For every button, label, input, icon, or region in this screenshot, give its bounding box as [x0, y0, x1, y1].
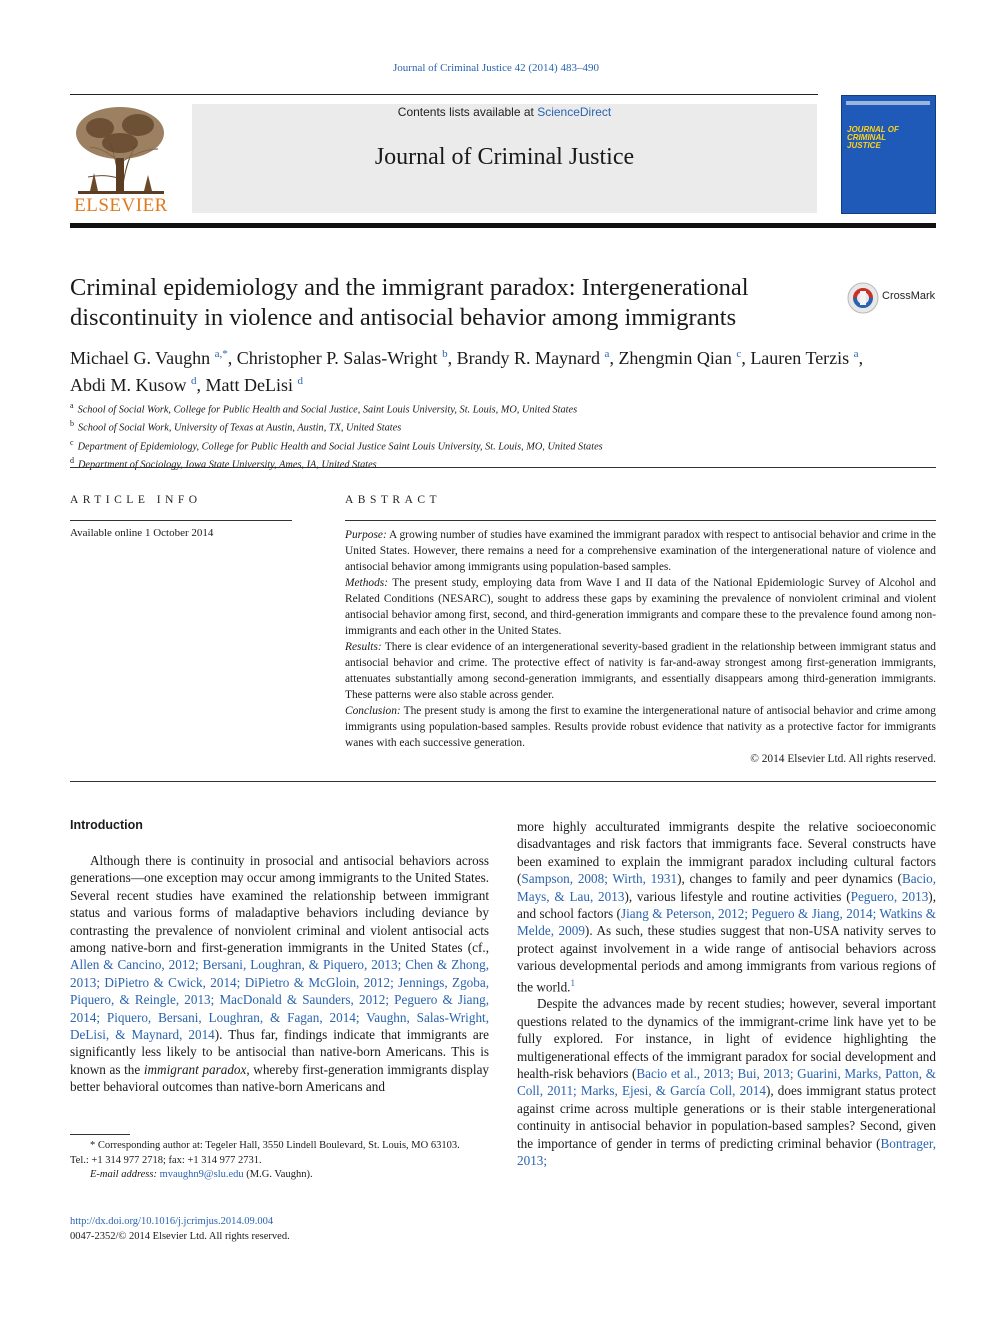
journal-citation[interactable]: Journal of Criminal Justice 42 (2014) 483–490 — [393, 62, 599, 74]
citation-link[interactable]: Allen & Cancino, 2012; Bersani, Loughran, & Piquero, 2013; Chen & Zhong, 2013; DiPietro & Cwick, 2014; DiPietro & McGloin, 2012; Jennings, Zgoba, Piquero, & Reingle, 2013; MacDonald & Saunders, 2012; Peguero & Jiang, 2014; Piquero, Bersani, Loughran, & Fagan, 2014; Vaughn, Salas-Wright, DeLisi, & Maynard, 2014 — [70, 957, 489, 1043]
author-name[interactable]: Brandy R. Maynard — [456, 348, 601, 368]
author-affiliation-marker[interactable]: a — [853, 348, 859, 360]
elsevier-wordmark[interactable]: ELSEVIER — [74, 195, 168, 216]
abstract-methods — [345, 575, 936, 639]
author-list — [70, 343, 940, 397]
right-column-text — [517, 818, 936, 1170]
section-rule — [70, 781, 936, 782]
abstract-methods-text: The present study, employing data from Wave I and II data of the National Epidemiologic Survey of Alcohol and Related Conditions (NESARC), sought to address these gaps by examining the prevalence of nonviolent criminal and violent antisocial behavior among first, second, and third-generation immigrants and compare these to the prevalence found among non-immigrants and each other in the United States. — [345, 577, 936, 637]
author-name[interactable]: Abdi M. Kusow — [70, 375, 187, 395]
affiliation-text: Department of Sociology, Iowa State University, Ames, IA, United States — [78, 459, 377, 471]
issn-copyright: 0047-2352/© 2014 Elsevier Ltd. All rights reserved. — [70, 1231, 290, 1242]
left-column-text — [70, 852, 489, 1096]
author-separator: , — [858, 348, 864, 368]
cover-title: JOURNAL OF CRIMINAL JUSTICE — [847, 125, 899, 150]
affiliation-item — [70, 454, 930, 472]
text-run: ). Thus far, findings indicate that immigrants are significantly less likely to be antisocial than native-born Americans. This is known as the — [70, 1027, 489, 1077]
author-affiliation-marker[interactable]: c — [736, 348, 742, 360]
email-note — [70, 1168, 490, 1183]
author-affiliation-marker[interactable]: a — [604, 348, 610, 360]
email-label: E-mail address: — [90, 1169, 160, 1180]
text-run: ), various lifestyle and routine activities ( — [624, 888, 851, 904]
section-rule — [70, 467, 936, 468]
doi-block — [70, 1214, 290, 1244]
intro-paragraph — [70, 852, 489, 1096]
abstract-purpose-text: A growing number of studies have examined the immigrant paradox with respect to antisocial behavior and crime in the United States. However, there remains a need for a comprehensive examination of the intergenerational nature of violence and antisocial behavior among immigrants using population-based samples. — [345, 529, 936, 573]
citation-link[interactable]: Bacio et al., 2013; Bui, 2013; Guarini, Marks, Patton, & Coll, 2011; Marks, Ejesi, & García Coll, 2014 — [517, 1066, 936, 1099]
affiliation-item — [70, 436, 930, 454]
author-name[interactable]: Lauren Terzis — [750, 348, 850, 368]
contents-available-line — [192, 105, 817, 119]
emphasis-term: immigrant paradox — [143, 1061, 247, 1077]
author-separator: , — [741, 348, 751, 368]
affiliation-letter: c — [70, 437, 74, 447]
abstract-purpose-label: Purpose: — [345, 529, 387, 541]
citation-link[interactable]: Bacio, Mays, & Lau, 2013 — [517, 871, 936, 904]
corresponding-author-note: * Corresponding author at: Tegeler Hall, 3550 Lindell Boulevard, St. Louis, MO 63103. — [90, 1140, 460, 1151]
abstract-body — [345, 527, 936, 767]
citation-link[interactable]: Jiang & Peterson, 2012; Peguero & Jiang, 2014; Watkins & Melde, 2009 — [517, 906, 936, 939]
author-name[interactable]: Zhengmin Qian — [618, 348, 732, 368]
abstract-purpose — [345, 527, 936, 575]
author-separator: , — [609, 348, 619, 368]
copyright-notice: © 2014 Elsevier Ltd. All rights reserved. — [750, 753, 936, 765]
affiliation-letter: a — [70, 401, 74, 410]
text-run: more highly acculturated immigrants despite the relative socioeconomic disadvantages and risk factors that immigrants face. Several constructs have been examined to explain the immigrant paradox including cultural factors ( — [517, 819, 936, 887]
citation-link[interactable]: Bontrager, 2013; — [517, 1135, 936, 1169]
text-run: ), and school factors ( — [517, 888, 936, 922]
affiliation-text: Department of Epidemiology, College for Public Health and Social Justice Saint Louis University, St. Louis, MO, United States — [77, 441, 603, 453]
sciencedirect-link[interactable]: ScienceDirect — [537, 105, 612, 119]
intro-paragraph — [517, 995, 936, 1169]
author-affiliation-marker[interactable]: d — [297, 375, 304, 387]
abstract-conclusion-label: Conclusion: — [345, 705, 401, 717]
affiliation-letter: b — [70, 419, 74, 429]
abstract-methods-label: Methods: — [345, 577, 389, 589]
affiliation-text: School of Social Work, University of Texas at Austin, Austin, TX, United States — [78, 422, 402, 434]
email-suffix: (M.G. Vaughn). — [243, 1169, 313, 1180]
abstract-rule — [345, 520, 936, 521]
text-run: ), changes to family and peer dynamics ( — [677, 871, 902, 887]
crossmark-label[interactable]: CrossMark — [882, 290, 936, 302]
footnote-rule — [70, 1134, 130, 1135]
text-run: ). As such, these studies suggest that non-USA nativity serves to protect against involvement in a wide range of antisocial behaviors across various developmental periods and among immigrants from various regions of the world. — [517, 923, 936, 995]
author-name[interactable]: Matt DeLisi — [205, 375, 294, 395]
abstract-conclusion-text: The present study is among the first to examine the intergenerational nature of antisocial behavior and crime among immigrants using population-based samples. Results provide robust evidence that nativity as a protective factor for immigrants wanes with each successive generation. — [345, 705, 936, 749]
text-run: Despite the advances made by recent studies; however, several important questions related to the dynamics of the immigrant-crime link have yet to be fully explored. For instance, in light of evidence highlighting the multigenerational effects of the immigrant paradox for social development and health-risk behaviors ( — [517, 996, 936, 1082]
journal-masthead — [192, 104, 817, 213]
footnote-marker[interactable]: 1 — [570, 977, 575, 988]
available-online-date: Available online 1 October 2014 — [70, 527, 214, 539]
intro-paragraph-continued — [517, 818, 936, 995]
journal-cover-thumbnail[interactable] — [841, 95, 936, 214]
author-separator: , — [227, 348, 237, 368]
citation-link[interactable]: Peguero, 2013 — [850, 888, 929, 904]
article-title: Criminal epidemiology and the immigrant paradox: Intergenerational discontinuity in violence and antisocial behavior among immigrants — [70, 274, 749, 331]
text-run: ), does immigrant status protect against crime across multiple generations or is their stable intergenerational continuity in antisocial behavior in population-based samples? Second, given the importance of gender in terms of predicting criminal behavior ( — [517, 1083, 936, 1151]
author-name[interactable]: Christopher P. Salas-Wright — [236, 348, 438, 368]
article-info-rule — [70, 520, 292, 521]
affiliation-list — [70, 399, 930, 473]
contact-phone-fax: Tel.: +1 314 977 2718; fax: +1 314 977 2731. — [70, 1154, 262, 1166]
affiliation-letter: d — [70, 456, 74, 466]
author-name[interactable]: Michael G. Vaughn — [70, 348, 211, 368]
author-affiliation-marker[interactable]: a,* — [214, 348, 228, 360]
affiliation-item — [70, 417, 930, 435]
header-thick-rule — [70, 223, 936, 228]
citation-link[interactable]: Sampson, 2008; Wirth, 1931 — [521, 871, 678, 887]
introduction-heading: Introduction — [70, 818, 143, 832]
footnotes — [70, 1139, 490, 1183]
abstract-results-text: There is clear evidence of an intergenerational severity-based gradient in the relationship between immigrant status and antisocial behavior and crime. The protective effect of nativity is far-and-away strongest among first-generation immigrants, attenuates substantially among second-generation immigrants, and essentially disappears among third-generation immigrants. These patterns were also stable across gender. — [345, 641, 936, 701]
author-separator: , — [196, 375, 206, 395]
abstract-results-label: Results: — [345, 641, 382, 653]
article-info-heading: ARTICLE INFO — [70, 494, 202, 506]
cover-topbar — [846, 101, 930, 105]
affiliation-item — [70, 399, 930, 417]
journal-name[interactable]: Journal of Criminal Justice — [374, 144, 635, 170]
author-separator: , — [447, 348, 457, 368]
doi-link[interactable]: http://dx.doi.org/10.1016/j.jcrimjus.2014.09.004 — [70, 1216, 274, 1227]
abstract-heading: ABSTRACT — [345, 494, 442, 506]
contents-prefix: Contents lists available at — [397, 105, 538, 119]
abstract-results — [345, 639, 936, 703]
author-affiliation-marker[interactable]: b — [442, 348, 448, 360]
email-link[interactable]: mvaughn9@slu.edu — [159, 1169, 244, 1180]
author-affiliation-marker[interactable]: d — [191, 375, 197, 387]
header-rule — [70, 94, 818, 95]
text-run: Although there is continuity in prosocial and antisocial behaviors across generations—one exception may occur among immigrants to the United States. Several recent studies have examined the relationship between immigrant status and various forms of maladaptive behaviors including deviance by contrasting the prevalence of nonviolent criminal and violent antisocial acts among native-born and first-generation immigrants in the United States (cf., — [70, 853, 489, 956]
abstract-conclusion — [345, 703, 936, 751]
text-run: , whereby first-generation immigrants display better behavioral outcomes than native-born Americans and — [70, 1061, 490, 1095]
affiliation-text: School of Social Work, College for Public Health and Social Justice, Saint Louis University, St. Louis, MO, United States — [77, 404, 578, 416]
